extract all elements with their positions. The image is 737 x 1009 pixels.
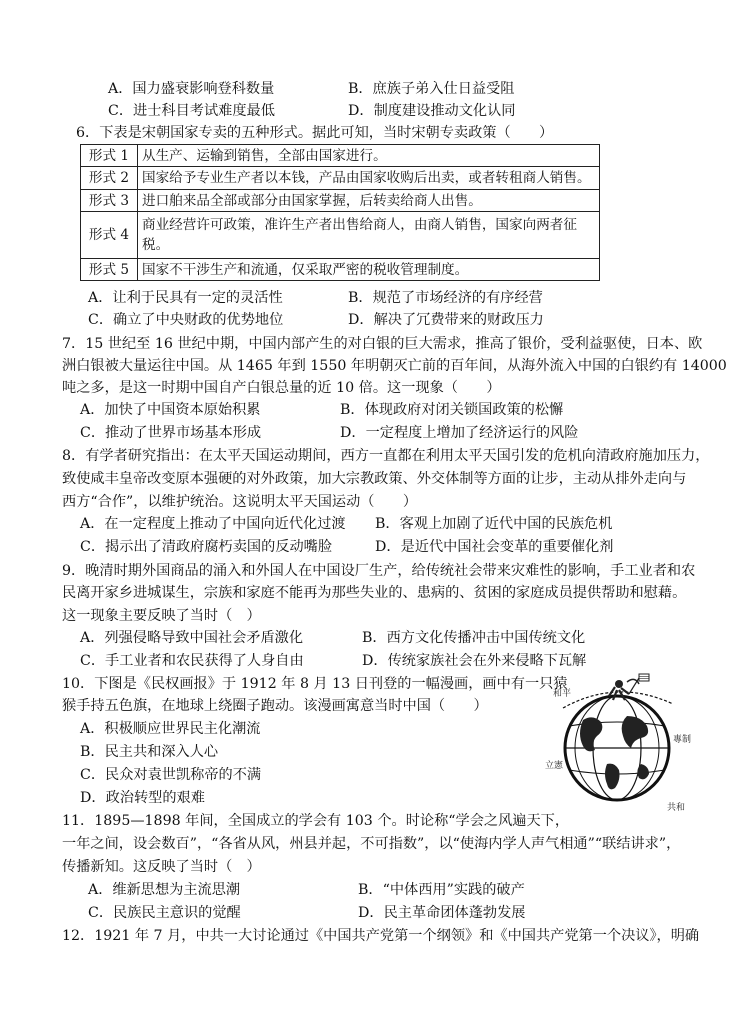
q9-option-a[interactable]: A．列强侵略导致中国社会矛盾激化 bbox=[80, 630, 304, 646]
q6-row-3-key: 形式 3 bbox=[81, 190, 138, 212]
cartoon-label-bottom: 共和 bbox=[667, 803, 686, 813]
q6-row-5-key: 形式 5 bbox=[81, 259, 138, 281]
q6-table bbox=[80, 144, 600, 281]
q9-option-b[interactable]: B．西方文化传播冲击中国传统文化 bbox=[362, 630, 586, 646]
q6-stem: 6．下表是宋朝国家专卖的五种形式。据此可知，当时宋朝专卖政策（ ） bbox=[76, 125, 554, 141]
q10-option-d[interactable]: D．政治转型的艰难 bbox=[80, 790, 205, 806]
q8-stem-line3: 西方“合作”，以维护统治。这说明太平天国运动（ ） bbox=[62, 494, 418, 510]
q10-option-a[interactable]: A．积极顺应世界民主化潮流 bbox=[80, 721, 261, 737]
q6-row-5-value: 国家不干涉生产和流通，仅采取严密的税收管理制度。 bbox=[138, 259, 600, 281]
q10-option-c[interactable]: C．民众对袁世凯称帝的不满 bbox=[80, 767, 262, 783]
q5-option-d[interactable]: D．制度建设推动文化认同 bbox=[348, 103, 516, 119]
q6-option-b[interactable]: B．规范了市场经济的有序经营 bbox=[348, 290, 543, 306]
q8-option-c[interactable]: C．揭示出了清政府腐朽卖国的反动嘴脸 bbox=[80, 539, 333, 555]
q8-option-a[interactable]: A．在一定程度上推动了中国向近代化过渡 bbox=[80, 516, 346, 532]
q10-cartoon-image bbox=[545, 668, 695, 818]
q6-option-a[interactable]: A．让利于民具有一定的灵活性 bbox=[88, 290, 283, 306]
q9-option-c[interactable]: C．手工业者和农民获得了人身自由 bbox=[80, 653, 304, 669]
q7-stem-line2: 洲白银被大量运往中国。从 1465 年到 1550 年明朝灭亡前的百年间，从海外流入中国的白银约有 14000 bbox=[62, 358, 727, 374]
q8-option-d[interactable]: D．是近代中国社会变革的重要催化剂 bbox=[375, 539, 614, 555]
cartoon-label-right: 專制 bbox=[673, 735, 692, 745]
q6-row-2-value: 国家给予专业生产者以本钱，产品由国家收购后出卖，或者转租商人销售。 bbox=[138, 167, 600, 190]
q7-stem-line1: 7．15 世纪至 16 世纪中期，中国内部产生的对白银的巨大需求，推高了银价，受利益驱使，日本、欧 bbox=[62, 336, 703, 352]
q6-option-c[interactable]: C．确立了中央财政的优势地位 bbox=[88, 312, 284, 328]
q7-option-b[interactable]: B．体现政府对闭关锁国政策的松懈 bbox=[340, 402, 564, 418]
q11-stem-line1: 11．1895—1898 年间，全国成立的学会有 103 个。时论称“学会之风遍天下， bbox=[62, 813, 570, 829]
q11-option-d[interactable]: D．民主革命团体蓬勃发展 bbox=[358, 905, 526, 921]
q6-row-1-key: 形式 1 bbox=[81, 145, 138, 167]
q10-stem-line1: 10．下图是《民权画报》于 1912 年 8 月 13 日刊登的一幅漫画，画中有一只猿 bbox=[62, 676, 568, 692]
q11-stem-line2: 一年之间，设会数百”，“各省从风，州县并起，不可指数”，以“使海内学人声气相通”“联结讲求”， bbox=[62, 836, 681, 852]
q9-stem-line3: 这一现象主要反映了当时（ ） bbox=[62, 608, 261, 624]
q6-row-1-value: 从生产、运输到销售，全部由国家进行。 bbox=[138, 145, 600, 167]
q10-option-b[interactable]: B．民主共和深入人心 bbox=[80, 744, 219, 760]
q6-row-4-value-line2: 税。 bbox=[142, 237, 170, 253]
q9-option-d[interactable]: D．传统家族社会在外来侵略下瓦解 bbox=[362, 653, 587, 669]
cartoon-label-left: 立憲 bbox=[545, 761, 564, 771]
q7-option-c[interactable]: C．推动了世界市场基本形成 bbox=[80, 425, 262, 441]
q5-option-c[interactable]: C．进士科目考试难度最低 bbox=[108, 103, 275, 119]
q8-option-b[interactable]: B．客观上加剧了近代中国的民族危机 bbox=[375, 516, 613, 532]
q8-stem-line1: 8．有学者研究指出：在太平天国运动期间，西方一直都在利用太平天国引发的危机向清政府施加压力， bbox=[62, 448, 710, 464]
q6-row-3-value: 进口舶来品全部或部分由国家掌握，后转卖给商人出售。 bbox=[138, 190, 600, 212]
q6-row-2-key: 形式 2 bbox=[81, 167, 138, 190]
q9-stem-line2: 民离开家乡进城谋生，宗族和家庭不能再为那些失业的、患病的、贫困的家庭成员提供帮助和慰藉。 bbox=[62, 585, 687, 601]
q11-option-a[interactable]: A．维新思想为主流思潮 bbox=[88, 882, 241, 898]
q7-option-a[interactable]: A．加快了中国资本原始积累 bbox=[80, 402, 261, 418]
q12-stem-line1: 12．1921 年 7 月，中共一大讨论通过《中国共产党第一个纲领》和《中国共产党第一个决议》，明确 bbox=[62, 928, 700, 944]
q6-row-4-value-line1: 商业经营许可政策，准许生产者出售给商人，由商人销售，国家向两者征 bbox=[142, 217, 577, 233]
q5-option-b[interactable]: B．庶族子弟入仕日益受阻 bbox=[348, 81, 515, 97]
q6-option-d[interactable]: D．解决了冗费带来的财政压力 bbox=[348, 312, 544, 328]
q6-row-4-key: 形式 4 bbox=[81, 212, 138, 259]
cartoon-label-top: 和平 bbox=[553, 689, 572, 699]
q7-option-d[interactable]: D．一定程度上增加了经济运行的风险 bbox=[340, 425, 579, 441]
q11-stem-line3: 传播新知。这反映了当时（ ） bbox=[62, 859, 261, 875]
q11-option-c[interactable]: C．民族民主意识的觉醒 bbox=[88, 905, 241, 921]
globe-cartoon-icon bbox=[545, 668, 695, 818]
q5-option-a[interactable]: A．国力盛衰影响登科数量 bbox=[108, 81, 275, 97]
q11-option-b[interactable]: B．“中体西用”实践的破产 bbox=[358, 882, 525, 898]
q10-stem-line2: 猴手持五色旗，在地球上绕圈子跑动。该漫画寓意当时中国（ ） bbox=[62, 698, 488, 714]
q6-row-4-value bbox=[138, 212, 600, 259]
q9-stem-line1: 9．晚清时期外国商品的涌入和外国人在中国设厂生产，给传统社会带来灾难性的影响，手工业者和农 bbox=[62, 563, 696, 579]
q8-stem-line2: 致使咸丰皇帝改变原本强硬的对外政策，加大宗教政策、外交体制等方面的让步，主动从排外走向与 bbox=[62, 471, 687, 487]
q7-stem-line3: 吨之多，是这一时期中国自产白银总量的近 10 倍。这一现象（ ） bbox=[62, 380, 501, 396]
